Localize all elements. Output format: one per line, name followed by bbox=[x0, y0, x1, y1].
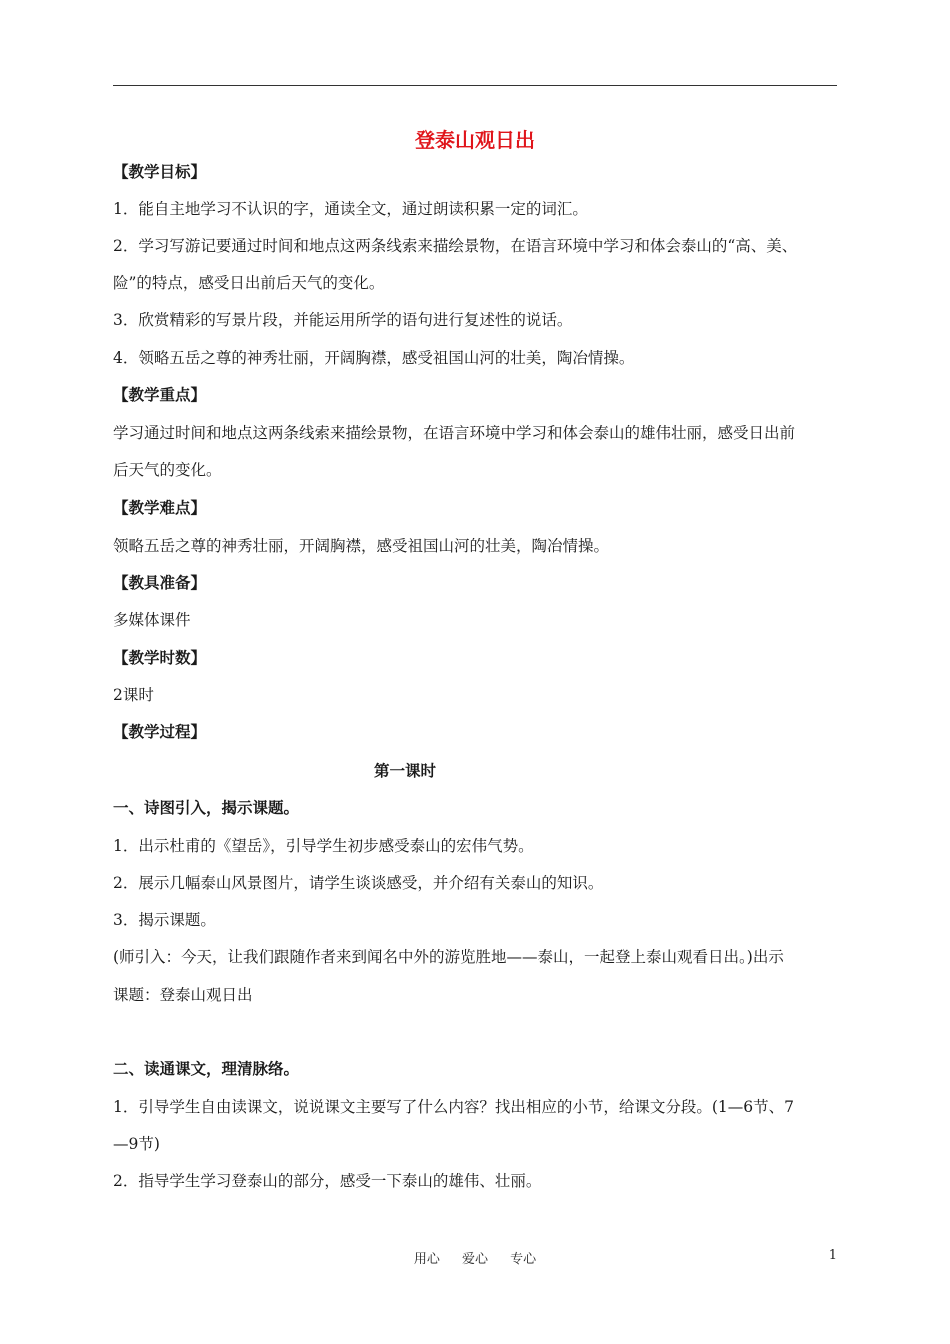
section-heading: 【教学难点】 bbox=[113, 499, 207, 517]
section-heading: 一、诗图引入，揭示课题。 bbox=[113, 799, 300, 817]
paragraph-line: 多媒体课件 bbox=[113, 611, 191, 629]
section-heading: 二、读通课文，理清脉络。 bbox=[113, 1060, 300, 1078]
paragraph-line: 1．能自主地学习不认识的字，通读全文，通过朗读积累一定的词汇。 bbox=[113, 200, 588, 218]
page-footer: 用心 爱心 专心 bbox=[413, 1252, 537, 1267]
paragraph-line: 2．展示几幅泰山风景图片，请学生谈谈感受，并介绍有关泰山的知识。 bbox=[113, 874, 604, 892]
section-heading: 【教学时数】 bbox=[113, 649, 207, 667]
paragraph-line: 1．引导学生自由读课文，说说课文主要写了什么内容？找出相应的小节，给课文分段。(1—6节、7 bbox=[113, 1098, 794, 1116]
header-rule bbox=[113, 85, 837, 86]
section-heading: 【教学过程】 bbox=[113, 723, 207, 741]
section-heading: 【教学重点】 bbox=[113, 386, 207, 404]
paragraph-line: 险”的特点，感受日出前后天气的变化。 bbox=[113, 274, 385, 292]
paragraph-line: 课题：登泰山观日出 bbox=[113, 986, 253, 1004]
paragraph-line: —9节) bbox=[113, 1135, 160, 1153]
paragraph-line: 4．领略五岳之尊的神秀壮丽，开阔胸襟，感受祖国山河的壮美，陶冶情操。 bbox=[113, 349, 635, 367]
paragraph-line: 2．学习写游记要通过时间和地点这两条线索来描绘景物，在语言环境中学习和体会泰山的“高、美、 bbox=[113, 237, 798, 255]
paragraph-line: 3．欣赏精彩的写景片段，并能运用所学的语句进行复述性的说话。 bbox=[113, 311, 573, 329]
section-heading: 【教学目标】 bbox=[113, 163, 207, 181]
paragraph-line: 后天气的变化。 bbox=[113, 461, 222, 479]
paragraph-line: 领略五岳之尊的神秀壮丽，开阔胸襟，感受祖国山河的壮美，陶冶情操。 bbox=[113, 537, 610, 555]
paragraph-line: (师引入：今天，让我们跟随作者来到闻名中外的游览胜地——泰山，一起登上泰山观看日出。)出示 bbox=[113, 948, 784, 966]
paragraph-line: 2课时 bbox=[113, 686, 154, 704]
page-number: 1 bbox=[828, 1248, 837, 1263]
paragraph-line: 3．揭示课题。 bbox=[113, 911, 216, 929]
document-title: 登泰山观日出 bbox=[415, 128, 535, 152]
section-heading: 第一课时 bbox=[373, 762, 436, 780]
paragraph-line: 学习通过时间和地点这两条线索来描绘景物，在语言环境中学习和体会泰山的雄伟壮丽，感受日出前 bbox=[113, 424, 796, 442]
paragraph-line: 1．出示杜甫的《望岳》，引导学生初步感受泰山的宏伟气势。 bbox=[113, 837, 534, 855]
section-heading: 【教具准备】 bbox=[113, 574, 207, 592]
paragraph-line: 2．指导学生学习登泰山的部分，感受一下泰山的雄伟、壮丽。 bbox=[113, 1172, 542, 1190]
